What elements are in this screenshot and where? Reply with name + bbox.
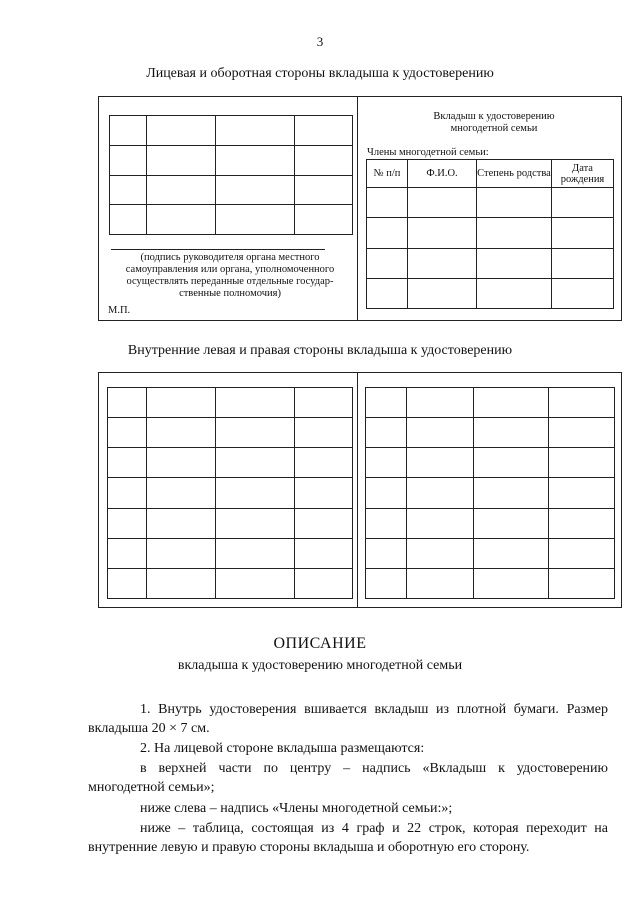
table-row [108, 448, 353, 478]
table-row [110, 116, 353, 146]
section2-title: Внутренние левая и правая стороны вкладыша к удостоверению [127, 343, 513, 358]
table-row [110, 175, 353, 205]
table-row [367, 188, 614, 218]
table-row [366, 568, 615, 598]
table-row [367, 218, 614, 248]
page-number: 3 [316, 34, 324, 49]
table-row [108, 508, 353, 538]
table-header-row [367, 160, 614, 188]
insert-inner-panel [98, 372, 622, 608]
members-label: Члены многодетной семьи: [367, 147, 489, 158]
stamp-label: М.П. [108, 305, 131, 316]
description-subtitle: вкладыша к удостоверению многодетной семьи [177, 658, 463, 673]
back-side-table [109, 115, 353, 235]
paragraph-2: 2. На лицевой стороне вкладыша размещаются: [140, 741, 425, 756]
table-row [110, 145, 353, 175]
inner-right-table [365, 387, 615, 599]
table-row [108, 478, 353, 508]
table-row [108, 418, 353, 448]
inner-left-table [107, 387, 353, 599]
panel-divider [357, 373, 358, 607]
table-row [366, 388, 615, 418]
members-table [366, 159, 614, 309]
table-row [108, 568, 353, 598]
table-row [366, 538, 615, 568]
col-birthdate: Дата рождения [552, 160, 614, 188]
table-row [108, 538, 353, 568]
table-row [366, 478, 615, 508]
insert-front-panel [98, 96, 622, 321]
signature-line [111, 249, 325, 250]
paragraph-5: ниже – таблица, состоящая из 4 граф и 22 строк, которая переходит на внутренние левую и правую стороны вкладыша и оборотную его сторону. [88, 821, 608, 855]
col-number: № п/п [367, 160, 408, 188]
section1-title: Лицевая и оборотная стороны вкладыша к удостоверению [146, 66, 494, 81]
table-row [366, 418, 615, 448]
table-row [108, 388, 353, 418]
table-row [367, 278, 614, 308]
description-title: ОПИСАНИЕ [273, 635, 367, 652]
table-row [110, 205, 353, 235]
table-row [366, 448, 615, 478]
table-row [367, 248, 614, 278]
col-name: Ф.И.О. [408, 160, 477, 188]
col-relation: Степень родства [477, 160, 552, 188]
insert-heading: Вкладыш к удостоверению многодетной семьи [433, 111, 555, 134]
paragraph-3: в верхней части по центру – надпись «Вкладыш к удостоверению многодетной семьи»; [88, 761, 608, 795]
table-row [366, 508, 615, 538]
paragraph-1: 1. Внутрь удостоверения вшивается вкладыш из плотной бумаги. Размер вкладыша 20 × 7 см. [88, 702, 608, 736]
paragraph-4: ниже слева – надпись «Члены многодетной семьи:»; [140, 801, 453, 816]
panel-divider [357, 97, 358, 320]
signature-caption: (подпись руководителя органа местного самоуправления или органа, уполномоченного осуществлять переданные отдельные государ-ственные полномочия) [125, 252, 335, 299]
